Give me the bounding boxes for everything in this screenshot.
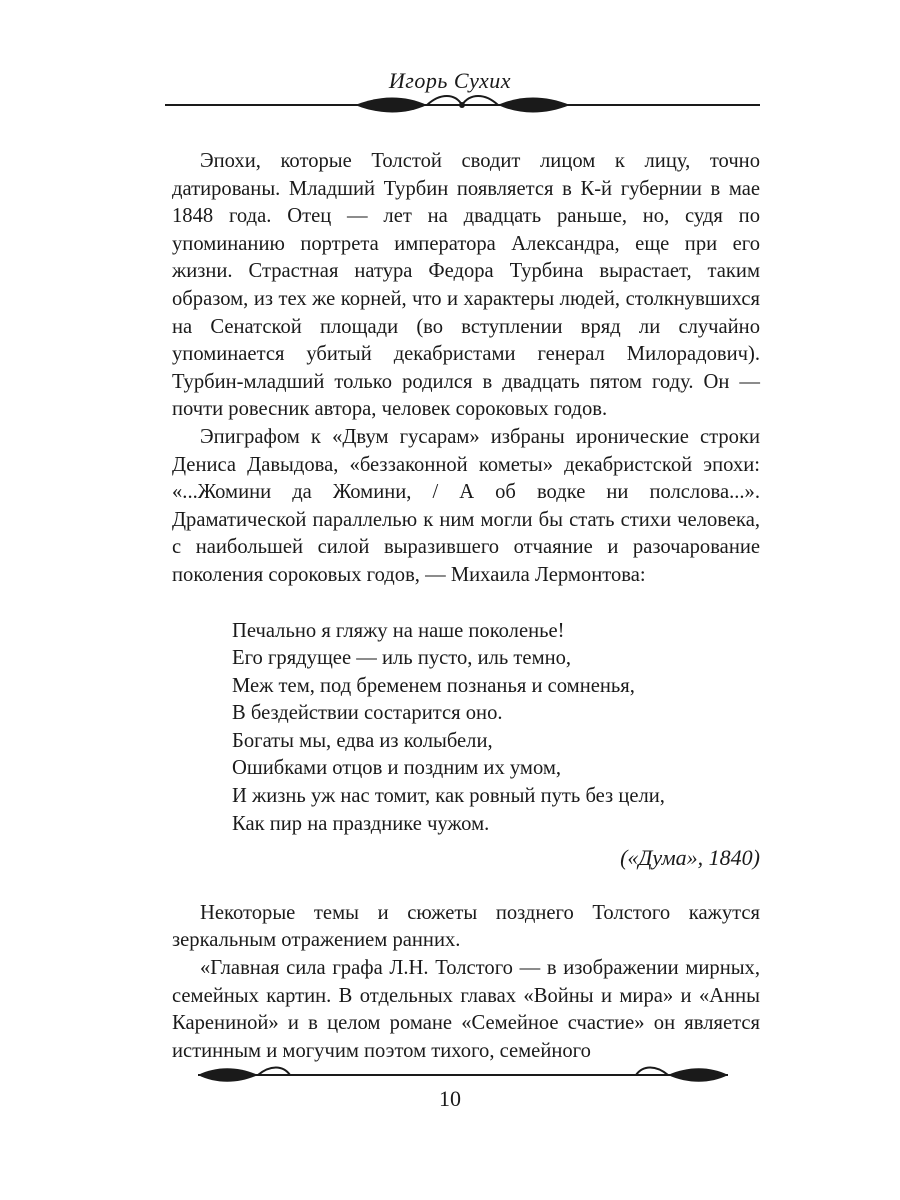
- poem-quote: [232, 618, 760, 839]
- page-body: [172, 148, 760, 1065]
- page-number: 10: [439, 1086, 461, 1111]
- poem-line: Богаты мы, едва из колыбели,: [232, 729, 493, 752]
- footer-ornament-divider: [198, 1063, 728, 1087]
- poem-attribution: («Дума», 1840): [620, 845, 760, 871]
- poem-line: Как пир на празднике чужом.: [232, 812, 490, 835]
- poem-line: Печально я гляжу на наше поколенье!: [232, 619, 565, 642]
- poem-line: Его грядущее — иль пусто, иль темно,: [232, 647, 572, 670]
- paragraph-3: Некоторые темы и сюжеты позднего Толстого кажутся зеркальным отражением ранних.: [172, 901, 760, 952]
- paragraph-2: Эпиграфом к «Двум гусарам» избраны иронические строки Дениса Давыдова, «беззаконной кометы» декабристской эпохи: «...Жомини да Жомини, / А об водке ни полслова...». Драматической параллелью к ним могли бы стать стихи человека, с наибольшей силой выразившего отчаяние и разочарование поколения сороковых годов, — Михаила Лермонтова:: [172, 425, 760, 586]
- running-header: Игорь Сухих: [388, 68, 512, 93]
- paragraph-4: «Главная сила графа Л.Н. Толстого — в изображении мирных, семейных картин. В отдельных главах «Войны и мира» и «Анны Карениной» и в целом романе «Семейное счастие» он является истинным и могучим поэтом тихого, семейного: [172, 957, 760, 1062]
- poem-line: Ошибками отцов и поздним их умом,: [232, 757, 562, 780]
- paragraph-1: Эпохи, которые Толстой сводит лицом к лицу, точно датированы. Младший Турбин появляется в К-й губернии в мае 1848 года. Отец — лет на двадцать раньше, но, судя по упоминанию портрета императора Александра, еще при его жизни. Страстная натура Федора Турбина вырастает, таким образом, из тех же корней, что и характеры людей, столкнувшихся на Сенатской площади (во вступлении вряд ли случайно упоминается убитый декабристами генерал Милорадович). Турбин-младший только родился в двадцать пятом году. Он — почти ровесник автора, человек сороковых годов.: [172, 150, 760, 421]
- poem-line: В бездействии состарится оно.: [232, 702, 503, 725]
- header-ornament-divider: [165, 93, 760, 117]
- poem-line: И жизнь уж нас томит, как ровный путь без цели,: [232, 785, 665, 808]
- poem-line: Меж тем, под бременем познанья и сомненья,: [232, 674, 635, 697]
